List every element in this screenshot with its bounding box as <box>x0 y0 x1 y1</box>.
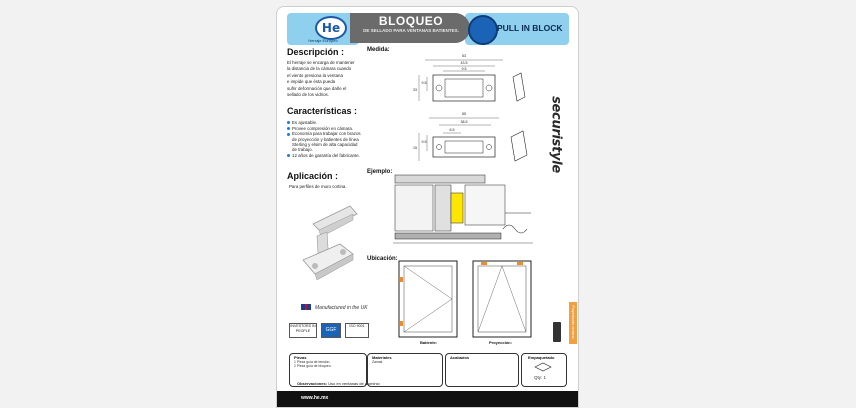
english-title: PULL IN BLOCK <box>497 23 563 33</box>
investors-badge: INVESTORS IN PEOPLE <box>289 323 317 338</box>
observaciones <box>297 381 380 386</box>
dim-bot-side: 9.5 <box>421 140 427 144</box>
product-thumb-icon <box>553 322 561 342</box>
ggf-badge: GGF <box>321 323 341 338</box>
package-icon <box>534 362 552 372</box>
list-item: Economía para trabajar con brazos de proyección y batientes de línea Sterling y elsim de alta capacidad de trabajo. <box>287 131 363 152</box>
acabados-title: Acabados <box>450 355 470 360</box>
materiales-title: Materiales <box>372 355 392 360</box>
logo-panel <box>287 13 359 45</box>
descripcion-text <box>287 60 357 98</box>
dim-bot-inner: 38.5 <box>460 120 468 124</box>
dim-top-inner: 43.5 <box>460 61 468 65</box>
footer-bar <box>277 391 578 407</box>
aplicacion-text: Para perfiles de muro cortina. <box>289 184 347 189</box>
manufactured-label: Manufactured in the UK <box>315 305 368 311</box>
blue-circle-icon <box>468 15 498 45</box>
caracteristicas-heading: Características : <box>287 106 358 116</box>
dim-bot-inner2: 6.5 <box>449 128 455 132</box>
empaquetado-title: Empaquetado <box>528 355 555 360</box>
empaquetado-box <box>521 353 567 387</box>
descripcion-heading: Descripción : <box>287 47 345 57</box>
logo-subtitle: Herraje Europeo <box>308 38 338 43</box>
he-logo: He <box>315 16 347 40</box>
dim-bot-width: 55 <box>462 112 466 116</box>
product-photo <box>295 202 365 292</box>
descripcion-line: el viento presiona la ventana <box>287 72 343 78</box>
dimension-drawing <box>395 51 535 171</box>
materiales-text: Zamak <box>372 360 383 364</box>
descripcion-line: la distancia de la cámara cuando <box>287 66 352 72</box>
caracteristicas-list <box>287 120 363 158</box>
medida-heading: Medida: <box>367 47 390 53</box>
page-subtitle: DE SELLADO PARA VENTANAS BATIENTES. <box>363 28 459 33</box>
ejemplo-heading: Ejemplo: <box>367 169 393 175</box>
descripcion-line: sufrir deformación que dañe el <box>287 85 347 91</box>
window-location-drawing <box>397 259 547 341</box>
dim-top-inner2: 9.5 <box>461 67 467 71</box>
batiente-label: Batiente: <box>420 340 438 345</box>
aplicacion-heading: Aplicación : <box>287 171 339 181</box>
iso-badge: ISO 9001 <box>345 323 369 338</box>
piezas-text <box>294 360 332 368</box>
dim-top-width: 53 <box>462 54 466 58</box>
proyeccion-label: Proyección: <box>489 340 512 345</box>
list-item: 12 años de garantía del fabricante. <box>287 153 363 158</box>
observaciones-text: Uso en ventanas de aluminio <box>328 381 380 386</box>
acabados-box <box>445 353 519 387</box>
descripcion-line: El herraje se encarga de mantener <box>287 60 355 65</box>
datasheet-page <box>276 6 579 408</box>
list-item: Es ajustable. <box>287 120 363 125</box>
pieza-line: 1 Pieza guía de tensión. <box>294 360 331 364</box>
descripcion-line: e impide que ésta pueda <box>287 79 336 85</box>
qty-label: Qty: 1 <box>534 375 547 380</box>
list-item: Provee compresión en cámara. <box>287 126 363 131</box>
piezas-title: Piezas <box>294 355 307 360</box>
pieza-line: 2 Pieza guía de bloqueo. <box>294 364 332 368</box>
descripcion-line: sellado de los vidrios. <box>287 92 329 98</box>
securistyle-brand: securistyle <box>548 96 564 173</box>
page-title: BLOQUEO <box>378 14 444 28</box>
dim-top-height: 33 <box>413 88 417 92</box>
observaciones-label: Observaciones: <box>297 381 328 386</box>
dim-bot-height: 15 <box>413 146 417 150</box>
side-tab: Proyectando ventana <box>569 302 577 344</box>
uk-flag-icon <box>301 304 311 310</box>
section-example-drawing <box>393 173 533 253</box>
footer-url[interactable]: www.he.mx <box>301 395 329 401</box>
dim-top-side: 9.5 <box>421 81 427 85</box>
ubicacion-heading: Ubicación: <box>367 256 398 262</box>
